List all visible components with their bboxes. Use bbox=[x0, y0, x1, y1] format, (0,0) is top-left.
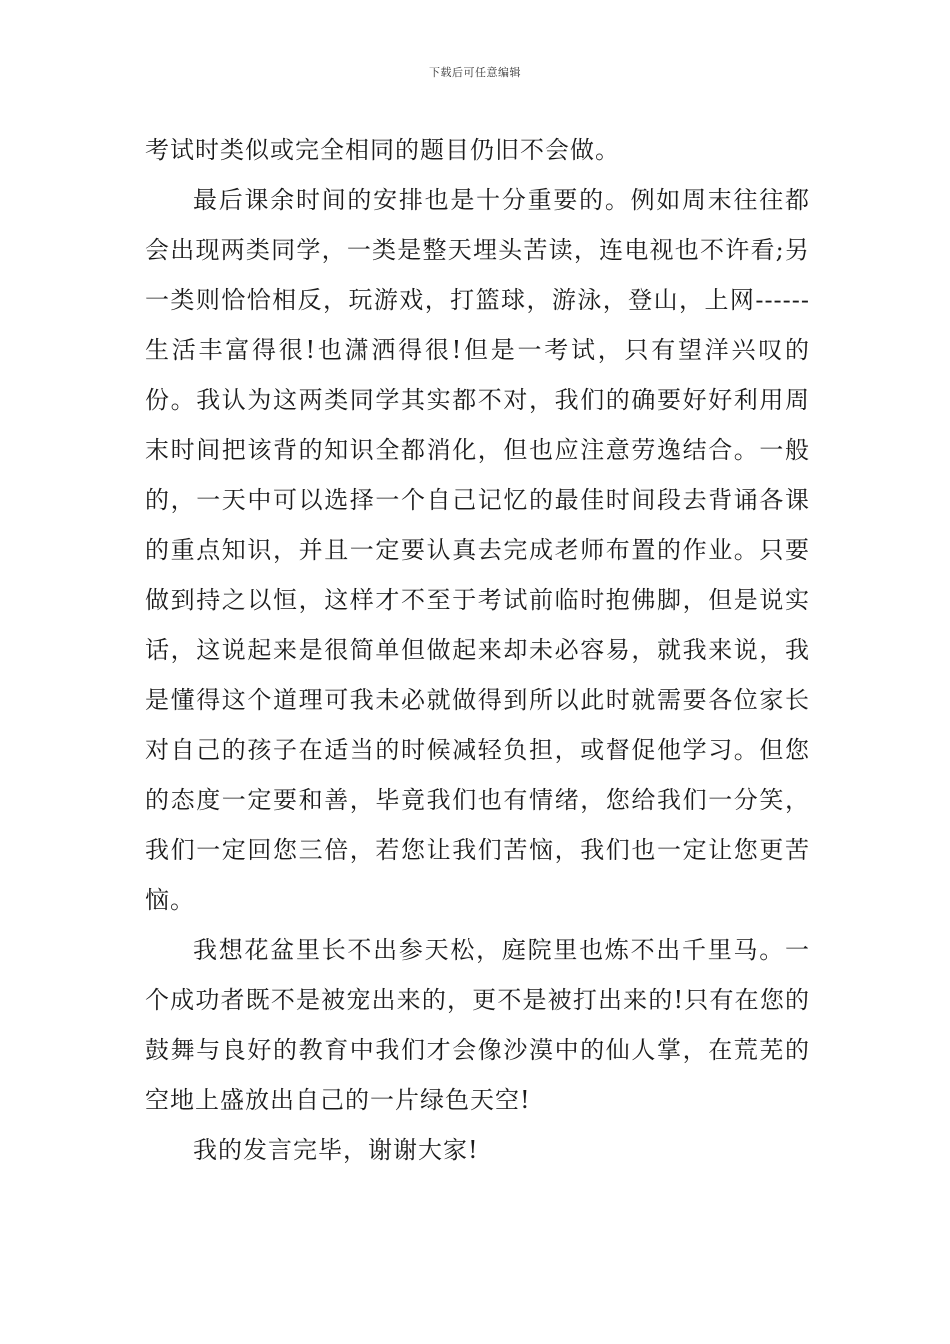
paragraph-continuation: 考试时类似或完全相同的题目仍旧不会做。 bbox=[145, 136, 620, 164]
document-body bbox=[145, 125, 810, 1175]
header-note: 下载后可任意编辑 bbox=[429, 66, 521, 79]
paragraph-conclusion: 我想花盆里长不出参天松，庭院里也炼不出千里马。一个成功者既不是被宠出来的，更不是被打出来的!只有在您的鼓舞与良好的教育中我们才会像沙漠中的仙人掌，在荒芜的空地上盛放出自己的一片绿色天空! bbox=[145, 936, 810, 1114]
paragraph-closing: 我的发言完毕，谢谢大家! bbox=[193, 1136, 479, 1164]
paragraph-time-arrangement: 最后课余时间的安排也是十分重要的。例如周末往往都会出现两类同学，一类是整天埋头苦读，连电视也不许看;另一类则恰恰相反，玩游戏，打篮球，游泳，登山，上网------生活丰富得很!也潇洒得很!但是一考试，只有望洋兴叹的份。我认为这两类同学其实都不对，我们的确要好好利用周末时间把该背的知识全都消化，但也应注意劳逸结合。一般的，一天中可以选择一个自己记忆的最佳时间段去背诵各课的重点知识，并且一定要认真去完成老师布置的作业。只要做到持之以恒，这样才不至于考试前临时抱佛脚，但是说实话，这说起来是很简单但做起来却未必容易，就我来说，我是懂得这个道理可我未必就做得到所以此时就需要各位家长对自己的孩子在适当的时候减轻负担，或督促他学习。但您的态度一定要和善，毕竟我们也有情绪，您给我们一分笑，我们一定回您三倍，若您让我们苦恼，我们也一定让您更苦恼。 bbox=[145, 186, 810, 914]
